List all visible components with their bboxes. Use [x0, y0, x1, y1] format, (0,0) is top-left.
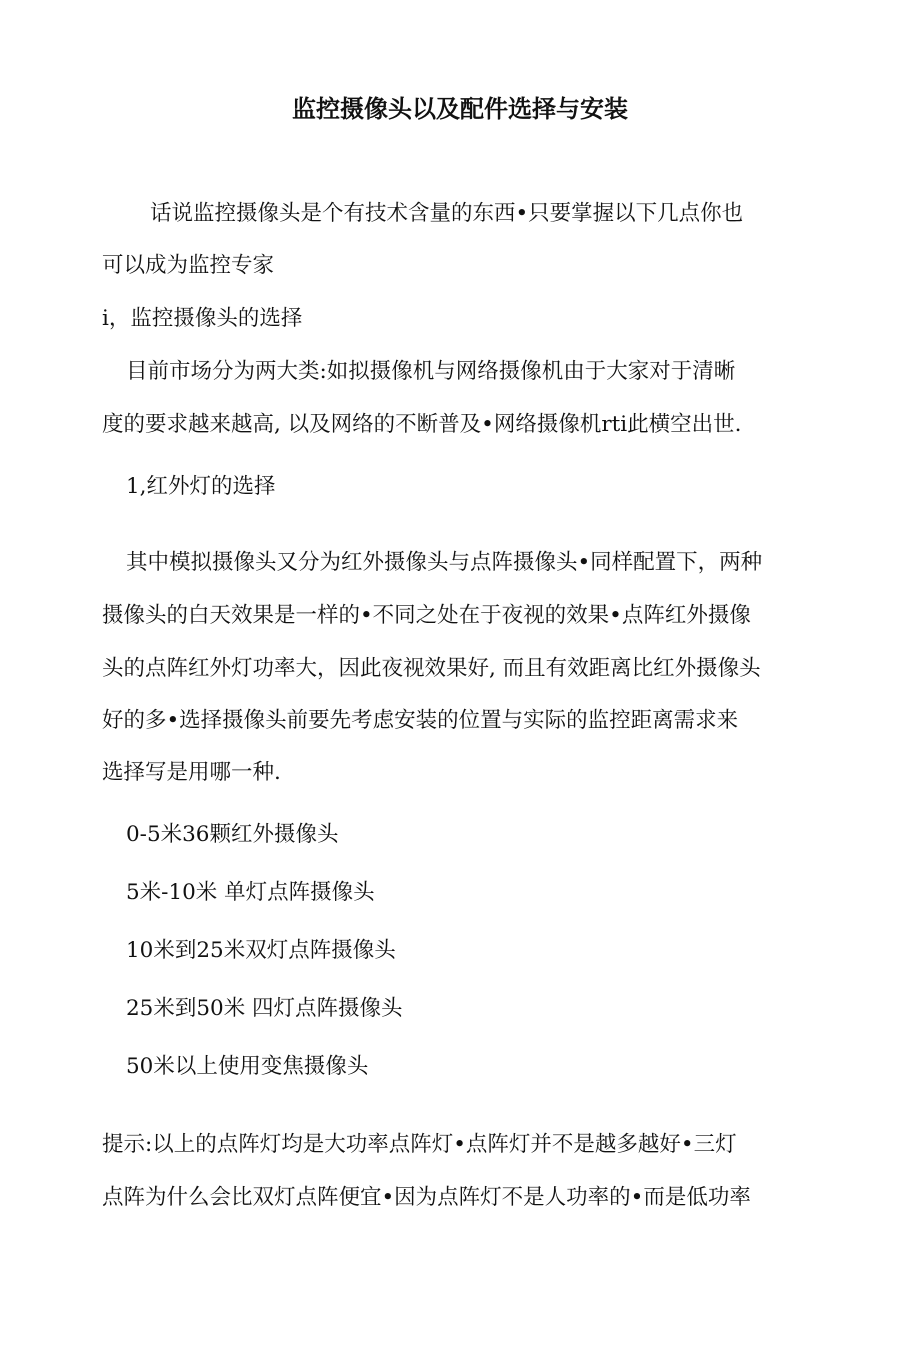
distance-item: 5米-10米 单灯点阵摄像头 — [126, 880, 375, 905]
market-line-2: 度的要求越来越高, 以及网络的不断普及•网络摄像机rti此横空出世. — [102, 412, 742, 437]
ir-line-5: 选择写是用哪一种. — [102, 760, 281, 785]
tip-line-2: 点阵为什么会比双灯点阵便宜•因为点阵灯不是人功率的•而是低功率 — [102, 1185, 751, 1210]
intro-line-2: 可以成为监控专家 — [102, 253, 275, 278]
distance-item: 10米到25米双灯点阵摄像头 — [126, 938, 396, 963]
tip-line-1: 提示:以上的点阵灯均是大功率点阵灯•点阵灯并不是越多越好•三灯 — [102, 1132, 737, 1157]
ir-line-2: 摄像头的白天效果是一样的•不同之处在于夜视的效果•点阵红外摄像 — [102, 603, 751, 628]
document-title: 监控摄像头以及配件选择与安装 — [292, 94, 628, 123]
distance-item: 0-5米36颗红外摄像头 — [126, 822, 339, 847]
distance-item: 25米到50米 四灯点阵摄像头 — [126, 996, 403, 1021]
intro-line-1: 话说监控摄像头是个有技术含量的东西•只要掌握以下几点你也 — [150, 201, 744, 226]
distance-item: 50米以上使用变焦摄像头 — [126, 1054, 369, 1079]
section-heading: i，监控摄像头的选择 — [102, 306, 303, 331]
ir-line-3: 头的点阵红外灯功率大，因此夜视效果好, 而且有效距离比红外摄像头 — [102, 656, 761, 681]
subheading: 1,红外灯的选择 — [126, 474, 276, 499]
ir-line-1: 其中模拟摄像头又分为红外摄像头与点阵摄像头•同样配置下，两种 — [126, 550, 763, 575]
ir-line-4: 好的多•选择摄像头前要先考虑安装的位置与实际的监控距离需求来 — [102, 708, 739, 733]
market-line-1: 目前市场分为两大类:如拟摄像机与网络摄像机由于大家对于清晰 — [126, 359, 736, 384]
